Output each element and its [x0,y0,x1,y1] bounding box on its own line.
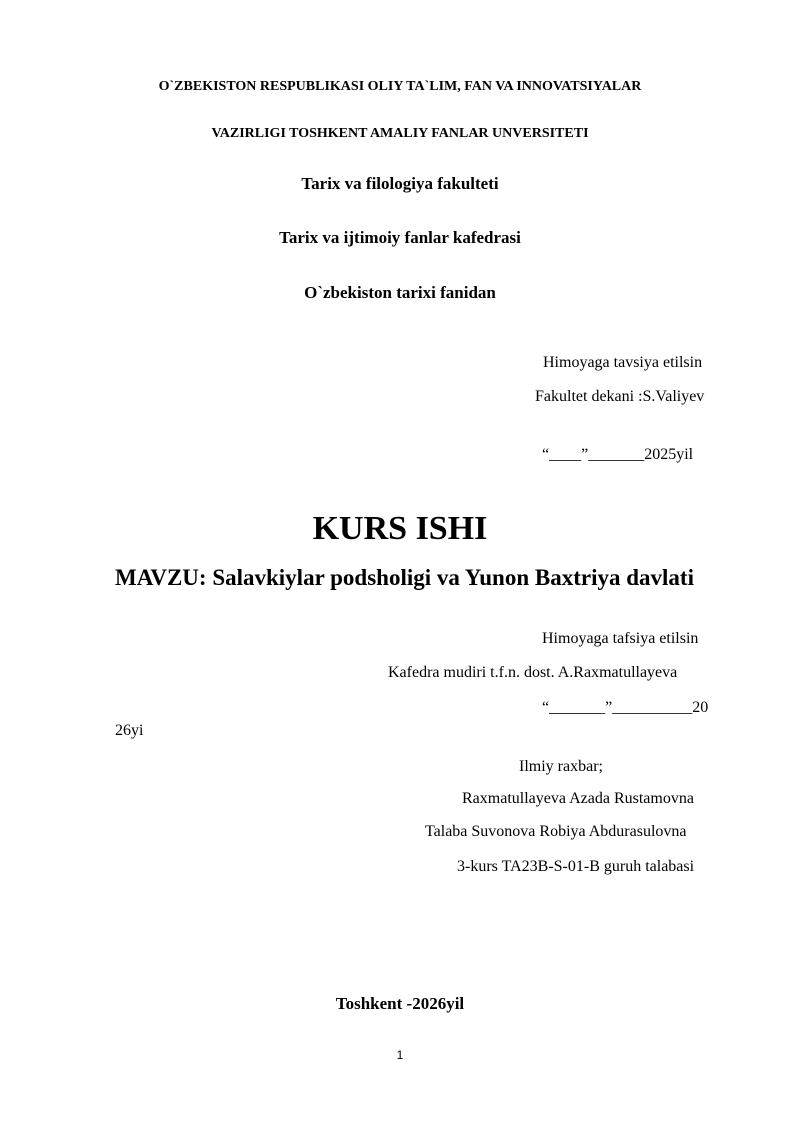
approval-bottom-line-1: Himoyaga tafsiya etilsin [542,630,699,647]
supervisor-name: Raxmatullayeva Azada Rustamovna [462,790,694,807]
topic-title: MAVZU: Salavkiylar podsholigi va Yunon Baxtriya davlati [115,565,694,590]
approval-top-line-1: Himoyaga tavsiya etilsin [543,354,703,371]
approval-bottom-date-continuation: 26yi [115,722,144,739]
approval-bottom-date: “_______”__________20 [542,699,709,716]
department-name: Tarix va ijtimoiy fanlar kafedrasi [279,228,521,247]
page-number: 1 [396,1048,404,1062]
ministry-line-1: O`ZBEKISTON RESPUBLIKASI OLIY TA`LIM, FAN VA INNOVATSIYALAR [158,79,642,94]
ministry-line-2: VAZIRLIGI TOSHKENT AMALIY FANLAR UNVERSITETI [211,126,589,141]
city-year: Toshkent -2026yil [335,994,465,1013]
supervisor-label: Ilmiy raxbar; [519,758,603,775]
student-name: Talaba Suvonova Robiya Abdurasulovna [425,823,687,840]
student-group: 3-kurs TA23B-S-01-B guruh talabasi [457,858,695,875]
faculty-name: Tarix va filologiya fakulteti [301,174,499,193]
subject-name: O`zbekiston tarixi fanidan [304,283,496,302]
approval-top-line-2: Fakultet dekani :S.Valiyev [535,388,705,405]
document-title: KURS ISHI [312,510,488,547]
approval-bottom-line-2: Kafedra mudiri t.f.n. dost. A.Raxmatullayeva [388,664,678,681]
approval-top-date: “____”_______2025yil [542,446,694,463]
